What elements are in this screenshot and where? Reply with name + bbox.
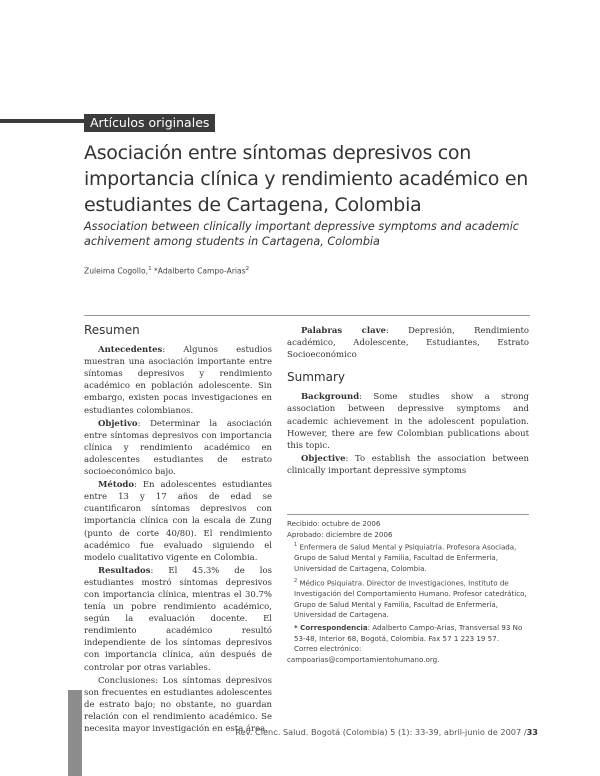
author-1: Zuleima Cogollo, [84, 266, 149, 276]
footnote-2-text: Médico Psiquiatra. Director de Investigaciones, Instituto de Investigación del Comportamiento Humano. Profesor catedrático, Grupo de Salud Mental y Familia, Facultad de Enfermería, Universidad de Cartagena. [294, 578, 527, 620]
resumen-column [84, 324, 272, 736]
author-2-sup: 2 [245, 266, 250, 272]
correspondence-label: * Correspondencia [294, 623, 368, 633]
resultados-label: Resultados [98, 565, 151, 576]
antecedentes-label: Antecedentes [98, 345, 163, 356]
summary-heading: Summary [287, 370, 345, 385]
palabras-clave-text: : Depresión, Rendimiento académico, Adolescente, Estudiantes, Estrato Socioeconómico [287, 326, 530, 361]
header-divider [84, 315, 530, 316]
recibido-date: Recibido: octubre de 2006 [287, 519, 381, 528]
palabras-clave-paragraph [287, 325, 529, 361]
palabras-clave-label: Palabras clave [301, 326, 386, 336]
author-line [84, 266, 249, 276]
page-footer [235, 727, 538, 737]
summary-column [287, 325, 529, 478]
objetivo-label: Objetivo [98, 418, 138, 429]
antecedentes-paragraph [84, 344, 272, 417]
article-title: Asociación entre síntomas depresivos con importancia clínica y rendimiento académico en estudiantes de Cartagena, Colombia [84, 142, 528, 216]
objective-paragraph [287, 453, 529, 477]
objetivo-paragraph [84, 418, 272, 478]
meta-divider [287, 514, 529, 515]
author-1-sup: 1 [148, 266, 152, 272]
correspondence [287, 623, 529, 644]
correspondence-text: : Adalberto Campo-Arias, Transversal 93 No 53-48, Interior 68, Bogotá, Colombia. Fax 57 1 223 19 57. [294, 623, 523, 643]
footnote-1 [287, 540, 529, 574]
email-label: Correo electrónico: [294, 644, 362, 654]
footnote-1-sup: 1 [294, 542, 298, 549]
section-label: Artículos originales [84, 114, 215, 132]
objetivo-text: : Determinar la asociación entre síntomas depresivos con importancia clínica y rendimiento académico en adolescentes estudiantes de estrato socioeconómico bajo. [84, 418, 272, 478]
metodo-label: Método [98, 480, 135, 491]
footnote-2 [287, 576, 529, 621]
resumen-heading: Resumen [84, 323, 140, 337]
metodo-paragraph [84, 479, 272, 564]
side-gray-bar [68, 690, 82, 776]
article-meta [287, 519, 529, 665]
aprobado-date: Aprobado: diciembre de 2006 [287, 529, 393, 539]
footnote-1-text: Enfermera de Salud Mental y Psiquiatría. Profesora Asociada, Grupo de Salud Mental y Familia, Facultad de Enfermería, Universidad de Cartagena, Colombia. [294, 542, 517, 573]
footnote-2-sup: 2 [294, 578, 298, 585]
antecedentes-text: : Algunos estudios muestran una asociación importante entre síntomas depresivos y rendimiento académico en población adolescente. Sin embargo, existen pocas investigaciones en estudiantes colombianos. [84, 345, 272, 416]
metodo-text: : En adolescentes estudiantes entre 13 y 17 años de edad se cuantificaron síntomas depresivos con importancia clínica con la escala de Zung (punto de corte 40/80). El rendimiento académico fue evaluado siguiendo el modelo cualitativo vigente en Colombia. [84, 480, 272, 563]
article-subtitle: Association between clinically important depressive symptoms and academic achivement among students in Cartagena, Colombia [84, 220, 519, 248]
background-paragraph [287, 391, 529, 451]
objective-text: : To establish the association between clinically important depressive symptoms [287, 453, 529, 476]
email-address[interactable]: campoarias@comportamientohumano.org. [287, 654, 440, 664]
resultados-paragraph [84, 565, 272, 674]
objective-label: Objective [301, 453, 346, 464]
resultados-text: : El 45.3% de los estudiantes mostró síntomas depresivos con importancia clínica, mientras el 30.7% tenía un pobre rendimiento académico, según la evaluación docente. El rendimiento académico resultó independiente de los síntomas depresivos con importancia clínica, aún después de controlar por otras variables. [84, 565, 272, 673]
footer-citation: Rev. Cienc. Salud. Bogotá (Colombia) 5 (1): 33-39, abril-junio de 2007 / [235, 727, 527, 737]
conclusiones-paragraph: Conclusiones: Los síntomas depresivos son frecuentes en estudiantes adolescentes de estrato bajo; no obstante, no guardan relación con el rendimiento académico. Se necesita mayor investigación en esta área. [84, 675, 272, 734]
background-label: Background [301, 392, 360, 403]
page-number: 33 [526, 727, 538, 737]
background-text: : Some studies show a strong association between depressive symptoms and academic achievement in the adolescent population. However, there are few Colombian publications about this topic. [287, 392, 529, 451]
section-bar-line [0, 119, 84, 123]
author-2: *Adalberto Campo-Arias [151, 266, 246, 276]
